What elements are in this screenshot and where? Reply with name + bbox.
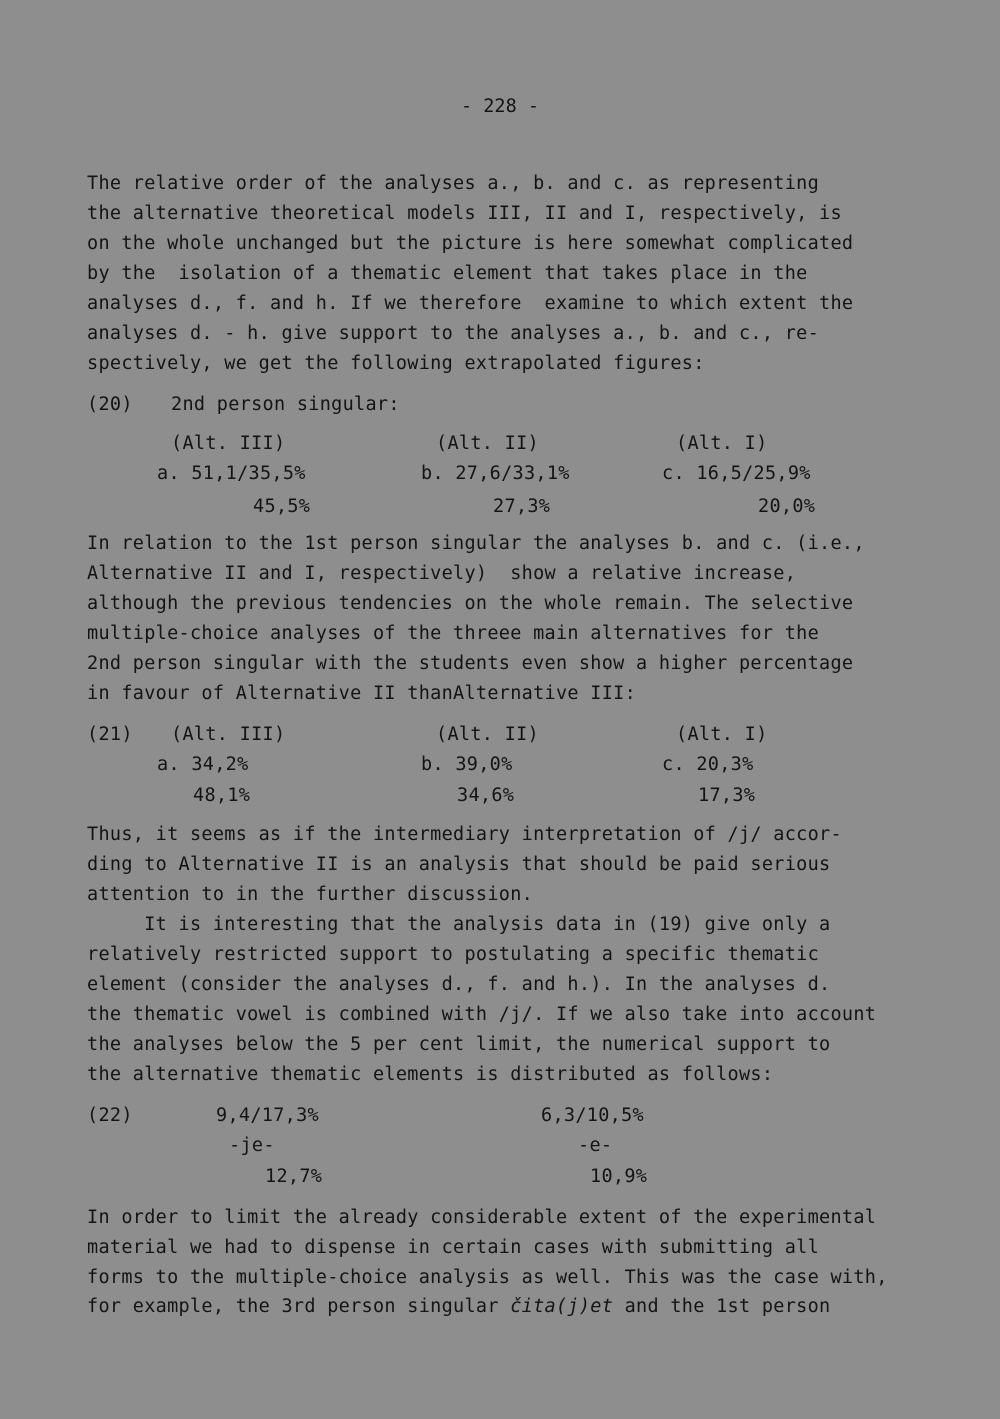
paragraph-line: the analyses below the 5 per cent limit, the numerical support to [87, 1034, 831, 1055]
table-cell: 48,1% [193, 785, 251, 806]
table-header: (Alt. II) [436, 724, 539, 745]
example-label: (21) [87, 724, 133, 745]
table-cell: c. 16,5/25,9% [662, 463, 811, 484]
paragraph-line: analyses d., f. and h. If we therefore examine to which extent the [87, 293, 854, 314]
thematic-element: -je- [229, 1135, 275, 1156]
paragraph-line: element (consider the analyses d., f. and h.). In the analyses d. [87, 974, 831, 995]
text-run: for example, the 3rd person singular [87, 1296, 511, 1317]
paragraph-line: ding to Alternative II is an analysis that should be paid serious [87, 854, 831, 875]
example-label: (22) [87, 1105, 133, 1126]
paragraph-line: material we had to dispense in certain cases with submitting all [87, 1237, 820, 1258]
table-cell: c. 20,3% [662, 754, 754, 775]
table-cell: a. 51,1/35,5% [157, 463, 306, 484]
table-cell: 12,7% [265, 1166, 323, 1187]
table-cell: b. 27,6/33,1% [421, 463, 570, 484]
table-cell: 17,3% [698, 785, 756, 806]
italic-word: čita(j)et [510, 1296, 614, 1317]
table-cell: 45,5% [253, 496, 311, 517]
paragraph-line: attention to in the further discussion. [87, 884, 534, 905]
paragraph-line: on the whole unchanged but the picture is here somewhat complicated [87, 233, 854, 254]
paragraph-line: spectively, we get the following extrapolated figures: [87, 353, 705, 374]
paragraph-line: Alternative II and I, respectively) show a relative increase, [87, 563, 797, 584]
table-cell: 20,0% [758, 496, 816, 517]
example-label: (20) [87, 394, 133, 415]
table-header: (Alt. I) [676, 433, 768, 454]
thematic-element: -e- [578, 1135, 613, 1156]
paragraph-line: in favour of Alternative II thanAlternative III: [87, 683, 637, 704]
paragraph-line: Thus, it seems as if the intermediary interpretation of /j/ accor- [87, 824, 842, 845]
text-run: and the 1st person [613, 1296, 831, 1317]
paragraph-line: analyses d. - h. give support to the analyses a., b. and c., re- [87, 323, 820, 344]
paragraph-line: the alternative thematic elements is distributed as follows: [87, 1064, 774, 1085]
paragraph-line: In order to limit the already considerable extent of the experimental [87, 1207, 877, 1228]
paragraph-line: the alternative theoretical models III, II and I, respectively, is [87, 203, 842, 224]
table-cell: 9,4/17,3% [216, 1105, 319, 1126]
paragraph-line: 2nd person singular with the students even show a higher percentage [87, 653, 854, 674]
table-cell: a. 34,2% [157, 754, 249, 775]
table-cell: 10,9% [590, 1166, 648, 1187]
paragraph-line: although the previous tendencies on the whole remain. The selective [87, 593, 854, 614]
table-header: (Alt. III) [171, 433, 286, 454]
page-number: - 228 - [461, 96, 539, 117]
paragraph-line: multiple-choice analyses of the threee main alternatives for the [87, 623, 820, 644]
table-cell: 27,3% [493, 496, 551, 517]
paragraph-line: It is interesting that the analysis data in (19) give only a [87, 914, 831, 935]
paragraph-line: by the isolation of a thematic element that takes place in the [87, 263, 808, 284]
example-title: 2nd person singular: [171, 394, 400, 415]
paragraph-line: forms to the multiple-choice analysis as well. This was the case with, [87, 1267, 888, 1288]
paragraph-line: the thematic vowel is combined with /j/. If we also take into account [87, 1004, 877, 1025]
table-header: (Alt. I) [676, 724, 768, 745]
table-cell: 34,6% [457, 785, 515, 806]
table-header: (Alt. III) [171, 724, 286, 745]
paragraph-line: relatively restricted support to postulating a specific thematic [87, 944, 820, 965]
table-cell: 6,3/10,5% [541, 1105, 644, 1126]
table-cell: b. 39,0% [421, 754, 513, 775]
paragraph-line: The relative order of the analyses a., b. and c. as representing [87, 173, 820, 194]
paragraph-line: In relation to the 1st person singular the analyses b. and c. (i.e., [87, 533, 865, 554]
table-header: (Alt. II) [436, 433, 539, 454]
paragraph-line [87, 1296, 831, 1318]
